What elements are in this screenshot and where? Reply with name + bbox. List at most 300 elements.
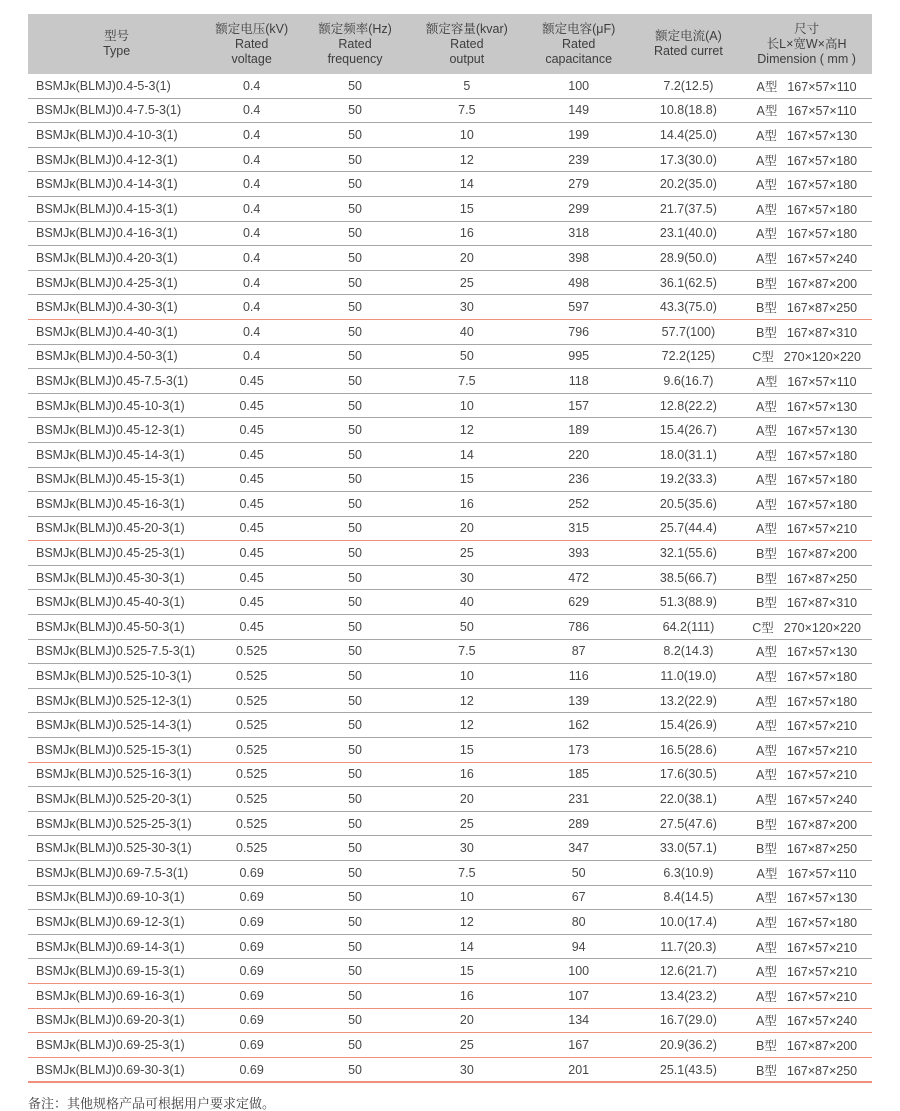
box-type: A型 [756, 645, 777, 660]
cell-voltage: 0.45 [205, 541, 298, 566]
box-size: 167×87×250 [786, 301, 858, 316]
cell-capacitance: 796 [522, 319, 636, 344]
box-type: A型 [756, 915, 777, 930]
cell-voltage: 0.4 [205, 196, 298, 221]
cell-dimension [741, 467, 872, 492]
cell-model: BSMJᴋ(BLMJ)0.4-15-3(1) [28, 196, 205, 221]
cell-frequency: 50 [298, 590, 412, 615]
box-size: 167×57×210 [786, 743, 858, 758]
cell-current: 17.6(30.5) [636, 762, 742, 787]
cell-voltage: 0.45 [205, 418, 298, 443]
table-row [28, 393, 872, 418]
cell-capacitance: 80 [522, 910, 636, 935]
cell-dimension [741, 172, 872, 197]
cell-voltage: 0.525 [205, 836, 298, 861]
cell-frequency: 50 [298, 221, 412, 246]
box-type: A型 [756, 153, 777, 168]
cell-frequency: 50 [298, 639, 412, 664]
cell-output: 10 [412, 664, 522, 689]
cell-current: 15.4(26.9) [636, 713, 742, 738]
cell-voltage: 0.69 [205, 861, 298, 886]
cell-voltage: 0.45 [205, 516, 298, 541]
cell-model: BSMJᴋ(BLMJ)0.69-15-3(1) [28, 959, 205, 984]
table-row [28, 123, 872, 148]
cell-voltage: 0.4 [205, 295, 298, 320]
box-type: A型 [756, 866, 778, 881]
box-size: 167×57×240 [786, 793, 858, 808]
cell-voltage: 0.45 [205, 565, 298, 590]
box-size: 167×87×200 [786, 1038, 858, 1053]
table-header [28, 14, 872, 74]
box-size: 167×57×180 [786, 202, 858, 217]
cell-capacitance: 139 [522, 688, 636, 713]
cell-current: 14.4(25.0) [636, 123, 742, 148]
cell-current: 11.7(20.3) [636, 934, 742, 959]
capacitor-spec-table [28, 14, 872, 1083]
cell-dimension [741, 295, 872, 320]
box-size: 167×57×110 [787, 104, 857, 119]
cell-voltage: 0.4 [205, 270, 298, 295]
cell-frequency: 50 [298, 885, 412, 910]
cell-frequency: 50 [298, 344, 412, 369]
cell-output: 15 [412, 738, 522, 763]
box-size: 167×57×180 [786, 473, 858, 488]
cell-capacitance: 173 [522, 738, 636, 763]
box-size: 270×120×220 [783, 620, 861, 635]
cell-output: 30 [412, 836, 522, 861]
cell-dimension [741, 787, 872, 812]
table-row [28, 516, 872, 541]
cell-voltage: 0.4 [205, 147, 298, 172]
table-row [28, 1057, 872, 1082]
cell-current: 11.0(19.0) [636, 664, 742, 689]
cell-output: 15 [412, 467, 522, 492]
cell-dimension [741, 1033, 872, 1058]
box-type: A型 [756, 104, 778, 119]
box-type: A型 [756, 374, 778, 389]
cell-output: 10 [412, 123, 522, 148]
cell-frequency: 50 [298, 442, 412, 467]
cell-current: 20.9(36.2) [636, 1033, 742, 1058]
cell-capacitance: 116 [522, 664, 636, 689]
table-body [28, 74, 872, 1082]
table-row [28, 738, 872, 763]
cell-output: 15 [412, 196, 522, 221]
cell-output: 14 [412, 442, 522, 467]
box-size: 167×57×210 [786, 965, 858, 980]
cell-dimension [741, 565, 872, 590]
cell-model: BSMJᴋ(BLMJ)0.69-16-3(1) [28, 983, 205, 1008]
cell-model: BSMJᴋ(BLMJ)0.45-25-3(1) [28, 541, 205, 566]
box-type: B型 [756, 842, 777, 857]
cell-frequency: 50 [298, 147, 412, 172]
cell-current: 51.3(88.9) [636, 590, 742, 615]
box-type: B型 [756, 325, 777, 340]
box-type: A型 [756, 79, 778, 94]
cell-frequency: 50 [298, 74, 412, 98]
cell-frequency: 50 [298, 246, 412, 271]
box-size: 167×57×180 [786, 497, 858, 512]
cell-model: BSMJᴋ(BLMJ)0.4-25-3(1) [28, 270, 205, 295]
cell-dimension [741, 319, 872, 344]
box-type: C型 [752, 350, 774, 365]
cell-dimension [741, 688, 872, 713]
cell-voltage: 0.525 [205, 811, 298, 836]
cell-model: BSMJᴋ(BLMJ)0.69-30-3(1) [28, 1057, 205, 1082]
cell-dimension [741, 196, 872, 221]
box-size: 270×120×220 [783, 350, 861, 365]
table-row [28, 688, 872, 713]
cell-voltage: 0.4 [205, 172, 298, 197]
box-size: 167×57×130 [786, 645, 858, 660]
cell-dimension [741, 541, 872, 566]
cell-model: BSMJᴋ(BLMJ)0.69-7.5-3(1) [28, 861, 205, 886]
table-row [28, 910, 872, 935]
box-type: A型 [756, 497, 777, 512]
cell-capacitance: 162 [522, 713, 636, 738]
table-row [28, 344, 872, 369]
table-row [28, 98, 872, 123]
cell-output: 30 [412, 295, 522, 320]
cell-frequency: 50 [298, 664, 412, 689]
cell-capacitance: 100 [522, 74, 636, 98]
table-row [28, 639, 872, 664]
cell-model: BSMJᴋ(BLMJ)0.525-20-3(1) [28, 787, 205, 812]
column-header-current: 额定电流(A) Rated curret [636, 14, 742, 74]
cell-capacitance: 201 [522, 1057, 636, 1082]
cell-capacitance: 315 [522, 516, 636, 541]
box-type: A型 [756, 424, 777, 439]
cell-dimension [741, 418, 872, 443]
cell-capacitance: 87 [522, 639, 636, 664]
cell-voltage: 0.525 [205, 738, 298, 763]
cell-dimension [741, 516, 872, 541]
cell-current: 17.3(30.0) [636, 147, 742, 172]
cell-output: 12 [412, 713, 522, 738]
cell-dimension [741, 836, 872, 861]
cell-dimension [741, 270, 872, 295]
table-row [28, 541, 872, 566]
cell-frequency: 50 [298, 196, 412, 221]
table-row [28, 1008, 872, 1033]
cell-dimension [741, 147, 872, 172]
cell-model: BSMJᴋ(BLMJ)0.4-16-3(1) [28, 221, 205, 246]
cell-output: 40 [412, 590, 522, 615]
box-size: 167×57×130 [786, 424, 858, 439]
cell-frequency: 50 [298, 762, 412, 787]
cell-dimension [741, 615, 872, 640]
cell-frequency: 50 [298, 541, 412, 566]
cell-output: 10 [412, 885, 522, 910]
cell-current: 8.2(14.3) [636, 639, 742, 664]
table-row [28, 418, 872, 443]
cell-dimension [741, 861, 872, 886]
box-size: 167×87×310 [786, 325, 858, 340]
cell-output: 12 [412, 688, 522, 713]
cell-output: 7.5 [412, 98, 522, 123]
cell-frequency: 50 [298, 492, 412, 517]
cell-dimension [741, 1057, 872, 1082]
cell-model: BSMJᴋ(BLMJ)0.69-12-3(1) [28, 910, 205, 935]
cell-current: 9.6(16.7) [636, 369, 742, 394]
cell-output: 30 [412, 565, 522, 590]
table-row [28, 861, 872, 886]
box-size: 167×87×250 [786, 571, 858, 586]
box-type: A型 [756, 768, 777, 783]
cell-capacitance: 472 [522, 565, 636, 590]
table-row [28, 959, 872, 984]
cell-model: BSMJᴋ(BLMJ)0.4-5-3(1) [28, 74, 205, 98]
box-type: A型 [756, 448, 777, 463]
cell-frequency: 50 [298, 811, 412, 836]
cell-current: 20.2(35.0) [636, 172, 742, 197]
box-type: A型 [756, 399, 777, 414]
box-size: 167×57×180 [786, 670, 858, 685]
table-row [28, 934, 872, 959]
cell-model: BSMJᴋ(BLMJ)0.69-14-3(1) [28, 934, 205, 959]
table-row [28, 492, 872, 517]
cell-frequency: 50 [298, 98, 412, 123]
cell-voltage: 0.45 [205, 615, 298, 640]
cell-dimension [741, 74, 872, 98]
cell-frequency: 50 [298, 295, 412, 320]
cell-dimension [741, 983, 872, 1008]
cell-output: 14 [412, 172, 522, 197]
box-size: 167×87×200 [786, 276, 858, 291]
cell-dimension [741, 910, 872, 935]
cell-model: BSMJᴋ(BLMJ)0.45-7.5-3(1) [28, 369, 205, 394]
cell-frequency: 50 [298, 713, 412, 738]
cell-output: 25 [412, 270, 522, 295]
cell-capacitance: 100 [522, 959, 636, 984]
table-row [28, 319, 872, 344]
cell-capacitance: 220 [522, 442, 636, 467]
box-type: A型 [756, 793, 777, 808]
cell-voltage: 0.4 [205, 344, 298, 369]
table-header-row [28, 14, 872, 74]
table-row [28, 295, 872, 320]
cell-voltage: 0.525 [205, 664, 298, 689]
cell-frequency: 50 [298, 1057, 412, 1082]
table-row [28, 590, 872, 615]
table-row [28, 1033, 872, 1058]
table-row [28, 762, 872, 787]
cell-current: 38.5(66.7) [636, 565, 742, 590]
table-row [28, 836, 872, 861]
box-type: A型 [756, 522, 777, 537]
cell-output: 16 [412, 492, 522, 517]
cell-frequency: 50 [298, 1008, 412, 1033]
cell-current: 43.3(75.0) [636, 295, 742, 320]
cell-model: BSMJᴋ(BLMJ)0.525-7.5-3(1) [28, 639, 205, 664]
cell-capacitance: 239 [522, 147, 636, 172]
box-size: 167×57×130 [786, 891, 858, 906]
cell-capacitance: 498 [522, 270, 636, 295]
cell-current: 10.0(17.4) [636, 910, 742, 935]
cell-voltage: 0.4 [205, 246, 298, 271]
cell-dimension [741, 590, 872, 615]
cell-voltage: 0.69 [205, 1033, 298, 1058]
cell-voltage: 0.69 [205, 1008, 298, 1033]
cell-capacitance: 786 [522, 615, 636, 640]
box-size: 167×57×110 [787, 866, 857, 881]
column-header-frequency: 额定频率(Hz) Rated frequency [298, 14, 412, 74]
table-row [28, 565, 872, 590]
cell-model: BSMJᴋ(BLMJ)0.45-10-3(1) [28, 393, 205, 418]
cell-model: BSMJᴋ(BLMJ)0.4-12-3(1) [28, 147, 205, 172]
cell-dimension [741, 442, 872, 467]
cell-output: 25 [412, 541, 522, 566]
cell-model: BSMJᴋ(BLMJ)0.45-16-3(1) [28, 492, 205, 517]
cell-voltage: 0.45 [205, 442, 298, 467]
cell-model: BSMJᴋ(BLMJ)0.69-20-3(1) [28, 1008, 205, 1033]
cell-voltage: 0.4 [205, 98, 298, 123]
cell-current: 7.2(12.5) [636, 74, 742, 98]
cell-model: BSMJᴋ(BLMJ)0.45-50-3(1) [28, 615, 205, 640]
cell-output: 20 [412, 246, 522, 271]
table-row [28, 369, 872, 394]
box-size: 167×57×130 [786, 399, 858, 414]
cell-current: 6.3(10.9) [636, 861, 742, 886]
table-row [28, 664, 872, 689]
table-row [28, 221, 872, 246]
cell-dimension [741, 369, 872, 394]
cell-model: BSMJᴋ(BLMJ)0.69-25-3(1) [28, 1033, 205, 1058]
box-type: A型 [756, 940, 777, 955]
cell-voltage: 0.525 [205, 639, 298, 664]
cell-dimension [741, 959, 872, 984]
cell-current: 15.4(26.7) [636, 418, 742, 443]
cell-frequency: 50 [298, 172, 412, 197]
table-row [28, 787, 872, 812]
cell-dimension [741, 713, 872, 738]
box-type: B型 [756, 1038, 777, 1053]
cell-capacitance: 189 [522, 418, 636, 443]
cell-frequency: 50 [298, 1033, 412, 1058]
box-type: B型 [756, 596, 777, 611]
cell-current: 21.7(37.5) [636, 196, 742, 221]
box-type: A型 [756, 891, 777, 906]
cell-capacitance: 107 [522, 983, 636, 1008]
box-type: A型 [756, 251, 777, 266]
box-size: 167×57×110 [787, 374, 857, 389]
cell-model: BSMJᴋ(BLMJ)0.45-15-3(1) [28, 467, 205, 492]
cell-voltage: 0.45 [205, 590, 298, 615]
table-row [28, 811, 872, 836]
table-row [28, 147, 872, 172]
cell-voltage: 0.4 [205, 123, 298, 148]
cell-model: BSMJᴋ(BLMJ)0.45-40-3(1) [28, 590, 205, 615]
cell-current: 19.2(33.3) [636, 467, 742, 492]
cell-frequency: 50 [298, 910, 412, 935]
cell-dimension [741, 246, 872, 271]
box-type: A型 [756, 473, 777, 488]
cell-current: 8.4(14.5) [636, 885, 742, 910]
cell-current: 23.1(40.0) [636, 221, 742, 246]
cell-output: 7.5 [412, 639, 522, 664]
box-type: C型 [752, 620, 774, 635]
box-type: B型 [756, 547, 777, 562]
box-type: A型 [756, 743, 777, 758]
cell-voltage: 0.525 [205, 713, 298, 738]
cell-dimension [741, 1008, 872, 1033]
cell-frequency: 50 [298, 983, 412, 1008]
cell-frequency: 50 [298, 787, 412, 812]
cell-output: 16 [412, 762, 522, 787]
cell-output: 25 [412, 1033, 522, 1058]
cell-current: 72.2(125) [636, 344, 742, 369]
cell-frequency: 50 [298, 270, 412, 295]
cell-voltage: 0.525 [205, 787, 298, 812]
cell-output: 12 [412, 418, 522, 443]
cell-capacitance: 50 [522, 861, 636, 886]
box-type: A型 [756, 227, 777, 242]
cell-frequency: 50 [298, 959, 412, 984]
cell-current: 27.5(47.6) [636, 811, 742, 836]
cell-voltage: 0.69 [205, 885, 298, 910]
cell-model: BSMJᴋ(BLMJ)0.4-30-3(1) [28, 295, 205, 320]
box-size: 167×87×250 [786, 1063, 858, 1078]
table-row [28, 713, 872, 738]
cell-capacitance: 236 [522, 467, 636, 492]
box-type: B型 [756, 301, 777, 316]
box-size: 167×57×180 [786, 227, 858, 242]
column-header-dimension: 尺寸 长L×宽W×高H Dimension ( mm ) [741, 14, 872, 74]
cell-capacitance: 118 [522, 369, 636, 394]
cell-frequency: 50 [298, 861, 412, 886]
box-size: 167×87×200 [786, 547, 858, 562]
box-type: B型 [756, 817, 777, 832]
cell-capacitance: 252 [522, 492, 636, 517]
cell-current: 18.0(31.1) [636, 442, 742, 467]
cell-output: 7.5 [412, 861, 522, 886]
cell-capacitance: 134 [522, 1008, 636, 1033]
cell-frequency: 50 [298, 934, 412, 959]
table-row [28, 74, 872, 98]
cell-model: BSMJᴋ(BLMJ)0.45-14-3(1) [28, 442, 205, 467]
box-size: 167×57×110 [787, 79, 857, 94]
cell-frequency: 50 [298, 319, 412, 344]
cell-frequency: 50 [298, 738, 412, 763]
cell-output: 20 [412, 516, 522, 541]
cell-voltage: 0.69 [205, 959, 298, 984]
table-row [28, 615, 872, 640]
box-size: 167×87×250 [786, 842, 858, 857]
cell-dimension [741, 221, 872, 246]
cell-voltage: 0.525 [205, 688, 298, 713]
cell-capacitance: 94 [522, 934, 636, 959]
cell-output: 20 [412, 1008, 522, 1033]
box-type: B型 [756, 571, 777, 586]
cell-current: 10.8(18.8) [636, 98, 742, 123]
cell-frequency: 50 [298, 565, 412, 590]
cell-model: BSMJᴋ(BLMJ)0.4-50-3(1) [28, 344, 205, 369]
cell-output: 5 [412, 74, 522, 98]
cell-output: 15 [412, 959, 522, 984]
cell-dimension [741, 344, 872, 369]
cell-output: 7.5 [412, 369, 522, 394]
cell-output: 12 [412, 910, 522, 935]
cell-output: 40 [412, 319, 522, 344]
box-type: A型 [756, 1014, 777, 1029]
cell-output: 12 [412, 147, 522, 172]
cell-dimension [741, 123, 872, 148]
table-row [28, 172, 872, 197]
box-size: 167×87×200 [786, 817, 858, 832]
box-size: 167×57×180 [786, 694, 858, 709]
cell-voltage: 0.45 [205, 467, 298, 492]
cell-dimension [741, 738, 872, 763]
